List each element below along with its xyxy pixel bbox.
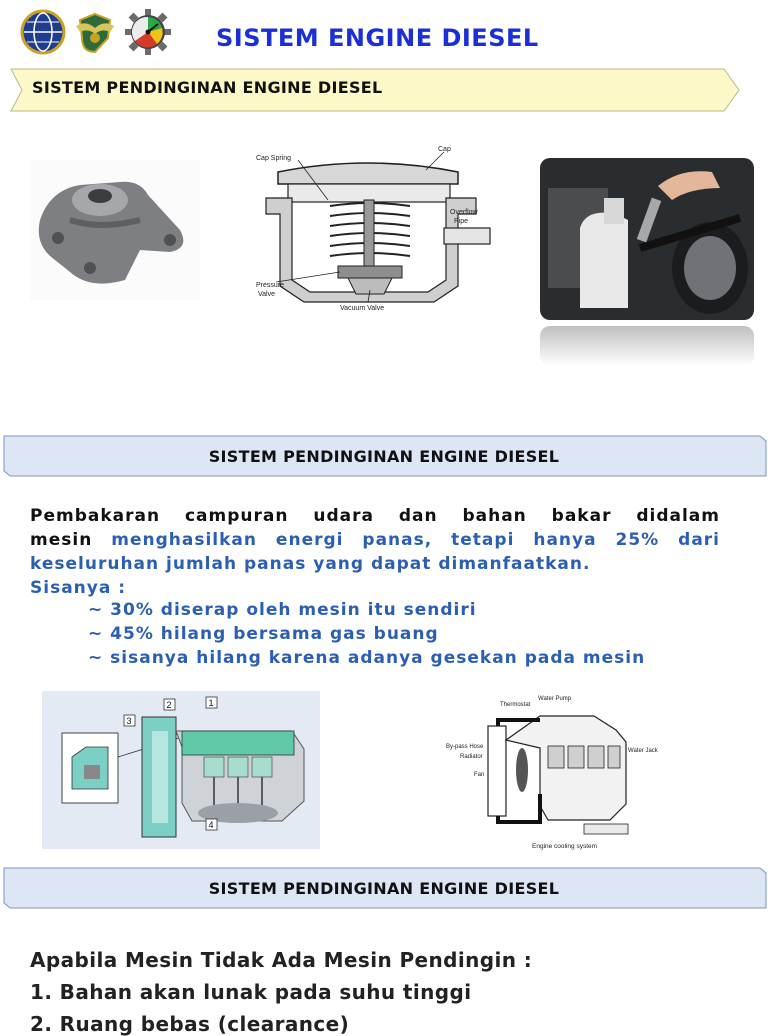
section-2-heading: SISTEM PENDINGINAN ENGINE DIESEL <box>208 447 560 466</box>
para-line-2-blue: menghasilkan energi panas, tetapi hanya 25% dari <box>111 530 721 550</box>
callout-3: 3 <box>126 716 132 726</box>
para-line-2-black: mesin <box>30 530 93 550</box>
banner-top-text: SISTEM PENDINGINAN ENGINE DIESEL <box>32 78 383 97</box>
label-fan: Fan <box>474 772 485 778</box>
water-pump-photo <box>30 160 200 300</box>
label-overflow: Overflow <box>450 209 478 216</box>
list-title: Apabila Mesin Tidak Ada Mesin Pendingin : <box>30 948 533 972</box>
figure-caption: Engine cooling system <box>532 843 598 850</box>
section-3-heading: SISTEM PENDINGINAN ENGINE DIESEL <box>208 879 560 898</box>
bullet-1: ~ 30% diserap oleh mesin itu sendiri <box>88 600 477 620</box>
callout-1: 1 <box>208 698 214 708</box>
para-line-3: keseluruhan jumlah panas yang dapat dimanfaatkan. <box>30 554 591 574</box>
label-radiator: Radiator <box>460 754 483 760</box>
label-pipe: Pipe <box>454 218 469 225</box>
label-water-jack: Water Jack <box>628 748 658 754</box>
gear-gauge-icon <box>124 8 170 56</box>
label-vacuum-valve: Vacuum Valve <box>340 305 385 312</box>
list-item-1: 1. Bahan akan lunak pada suhu tinggi <box>30 980 472 1004</box>
cooling-flow-diagram <box>42 691 320 849</box>
wings-emblem-icon <box>72 8 118 56</box>
callout-2: 2 <box>166 700 172 710</box>
para-line-1: Pembakaran campuran udara dan bahan bakar didalam <box>30 506 720 526</box>
bullet-3: ~ sisanya hilang karena adanya gesekan pada mesin <box>88 648 646 668</box>
label-bypass: By-pass Hose <box>446 744 484 750</box>
callout-4: 4 <box>208 820 214 830</box>
label-thermostat: Thermostat <box>500 702 531 708</box>
label-water-pump: Water Pump <box>538 696 572 702</box>
label-pressure: Pressure <box>256 282 285 289</box>
globe-emblem-icon <box>20 8 66 56</box>
engine-cooling-system-diagram <box>444 690 664 854</box>
label-valve: Valve <box>258 291 275 298</box>
label-cap: Cap <box>438 146 451 153</box>
label-cap-spring: Cap Spring <box>256 155 292 162</box>
engine-bay-photo <box>540 158 754 366</box>
intro-paragraph <box>30 504 720 600</box>
page-title: SISTEM ENGINE DIESEL <box>216 24 539 52</box>
bullet-2: ~ 45% hilang bersama gas buang <box>88 624 439 644</box>
radiator-cap-diagram <box>248 142 498 318</box>
para-line-4: Sisanya : <box>30 578 127 598</box>
list-item-2: 2. Ruang bebas (clearance) <box>30 1012 350 1036</box>
